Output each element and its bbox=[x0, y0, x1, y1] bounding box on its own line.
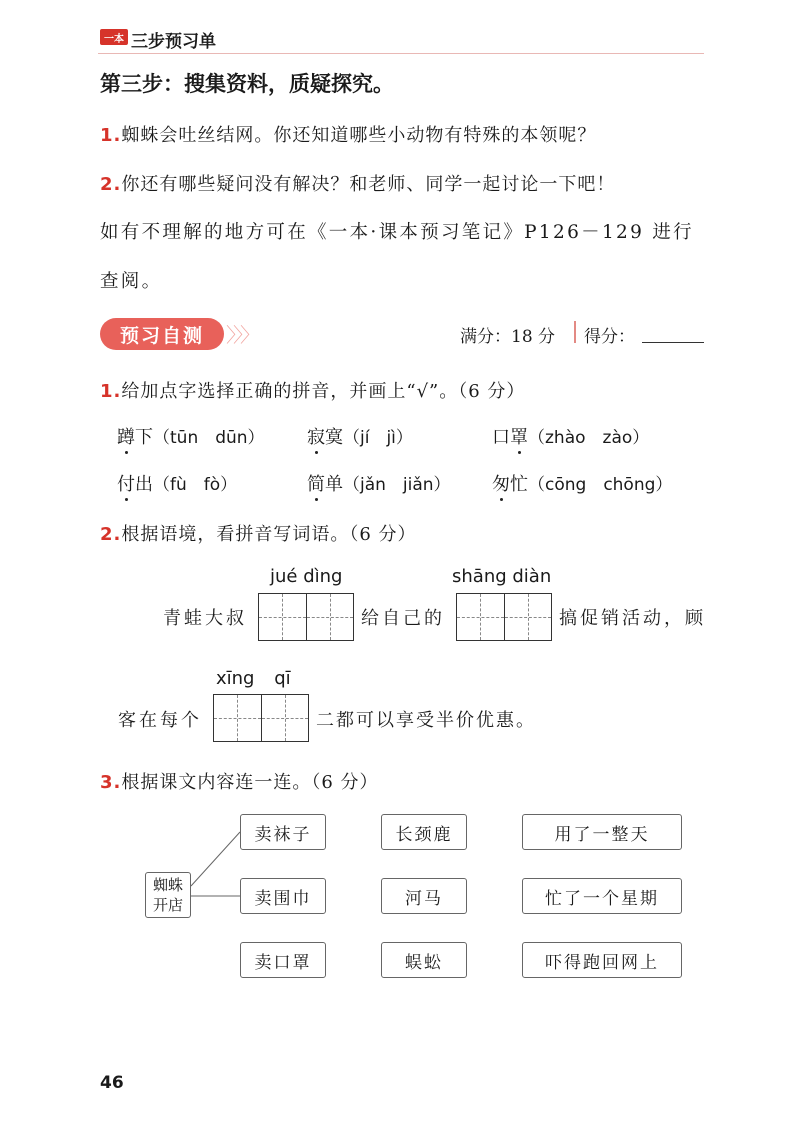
pinyin-options[interactable]: （zhào zào） bbox=[528, 428, 650, 448]
step3-title: 第三步：搜集资料，质疑探究。 bbox=[100, 72, 394, 96]
chevron-arrows-icon: 〉〉〉 bbox=[226, 323, 257, 347]
publisher-logo: 一本 bbox=[100, 29, 128, 45]
match-item-col3[interactable]: 用了一整天 bbox=[522, 814, 682, 850]
match-item-col1[interactable]: 卖围巾 bbox=[240, 878, 326, 914]
reference-note-line-1: 如有不理解的地方可在《一本·课本预习笔记》P126－129 进行 bbox=[100, 222, 694, 243]
sentence-part-2: 给自己的 bbox=[361, 608, 445, 629]
item-char: 寞 bbox=[325, 427, 343, 448]
full-score-label: 满分：18 分 bbox=[460, 327, 556, 347]
question-2-number: 2. bbox=[100, 174, 122, 195]
match-item-col3[interactable]: 吓得跑回网上 bbox=[522, 942, 682, 978]
match-item-col2[interactable]: 河马 bbox=[381, 878, 467, 914]
question-2-text: 你还有哪些疑问没有解决？和老师、同学一起讨论一下吧！ bbox=[121, 174, 616, 195]
item-char: 出 bbox=[135, 474, 153, 495]
sentence-part-4: 客在每个 bbox=[118, 710, 202, 731]
exercise-1-number: 1. bbox=[100, 381, 122, 402]
pinyin-options[interactable]: （jǎn jiǎn） bbox=[343, 475, 451, 495]
match-item-col3[interactable]: 忙了一个星期 bbox=[522, 878, 682, 914]
pinyin-hint-3: xīng qī bbox=[216, 668, 291, 689]
dotted-char: 寂 bbox=[307, 427, 325, 448]
dotted-char: 简 bbox=[307, 474, 325, 495]
pinyin-options[interactable]: （tūn dūn） bbox=[153, 428, 265, 448]
item-char: 下 bbox=[135, 427, 153, 448]
match-item-col2[interactable]: 蜈蚣 bbox=[381, 942, 467, 978]
pinyin-options[interactable]: （fù fò） bbox=[153, 475, 238, 495]
exercise-2-number: 2. bbox=[100, 524, 122, 545]
pinyin-options[interactable]: （jí jì） bbox=[343, 428, 413, 448]
score-label: 得分： bbox=[584, 327, 635, 347]
match-item-col1[interactable]: 卖口罩 bbox=[240, 942, 326, 978]
dotted-char: 付 bbox=[117, 474, 135, 495]
sentence-part-5: 二都可以享受半价优惠。 bbox=[316, 710, 536, 731]
dotted-char: 蹲 bbox=[117, 427, 135, 448]
pinyin-options[interactable]: （cōng chōng） bbox=[528, 475, 673, 495]
pinyin-hint-1: jué dìng bbox=[270, 566, 343, 587]
center-box-line-2: 开店 bbox=[152, 896, 183, 914]
exercise-2-text: 根据语境，看拼音写词语。（6 分） bbox=[121, 524, 417, 545]
dotted-char: 罩 bbox=[510, 427, 528, 448]
reference-note-line-2: 查阅。 bbox=[100, 271, 163, 292]
exercise-1-text: 给加点字选择正确的拼音，并画上“√”。（6 分） bbox=[121, 381, 526, 402]
page-number: 46 bbox=[100, 1073, 124, 1093]
selftest-banner: 预习自测 bbox=[100, 318, 224, 350]
question-1-number: 1. bbox=[100, 125, 122, 146]
sentence-part-1: 青蛙大叔 bbox=[163, 608, 247, 629]
header-title: 三步预习单 bbox=[131, 32, 216, 52]
match-item-col2[interactable]: 长颈鹿 bbox=[381, 814, 467, 850]
item-char: 单 bbox=[325, 474, 343, 495]
question-1-text: 蜘蛛会吐丝结网。你还知道哪些小动物有特殊的本领呢？ bbox=[121, 125, 597, 146]
match-item-col1[interactable]: 卖袜子 bbox=[240, 814, 326, 850]
center-box-spider-shop bbox=[145, 872, 191, 918]
exercise-3-number: 3. bbox=[100, 772, 122, 793]
center-box-line-1: 蜘蛛 bbox=[152, 876, 183, 894]
exercise-3-text: 根据课文内容连一连。（6 分） bbox=[121, 772, 379, 793]
pinyin-hint-2: shāng diàn bbox=[452, 566, 552, 587]
sentence-part-3: 搞促销活动，顾 bbox=[559, 608, 706, 629]
dotted-char: 匆 bbox=[492, 474, 510, 495]
item-char: 忙 bbox=[510, 474, 528, 495]
item-char: 口 bbox=[492, 427, 510, 448]
